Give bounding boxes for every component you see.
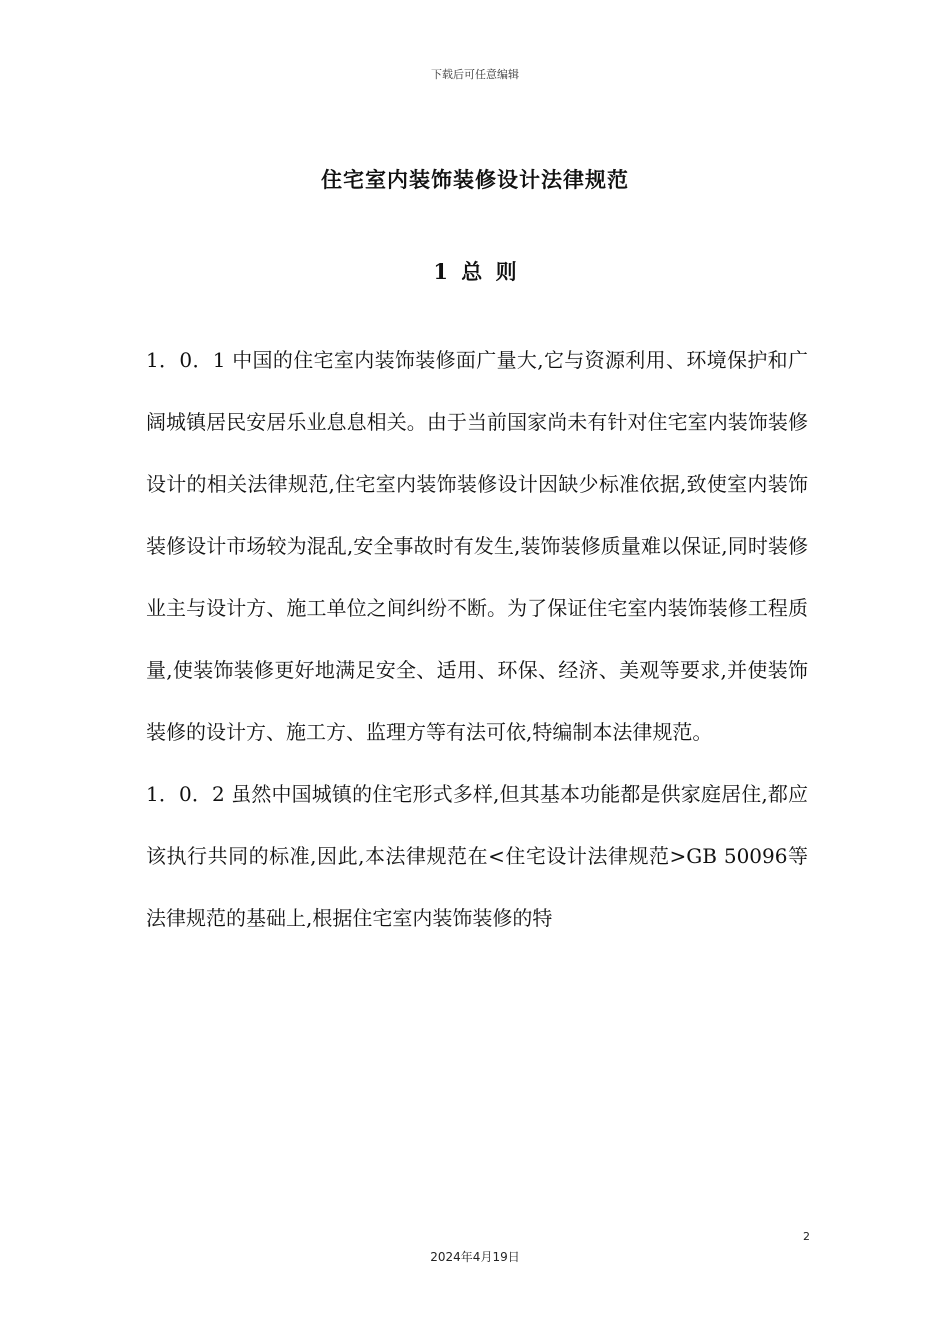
document-title: 住宅室内装饰装修设计法律规范 — [321, 167, 629, 192]
page-number: 2 — [803, 1230, 810, 1243]
paragraph-1-0-2: 1．0．2 虽然中国城镇的住宅形式多样,但其基本功能都是供家庭居住,都应该执行共同的标准,因此,本法律规范在<住宅设计法律规范>GB 50096等法律规范的基础上,根据住宅室内装饰装修的特 — [146, 782, 808, 930]
chapter-heading: 1 总 则 — [433, 259, 517, 284]
body-text — [146, 329, 808, 949]
paragraph-1-0-1: 1．0．1 中国的住宅室内装饰装修面广量大,它与资源利用、环境保护和广阔城镇居民安居乐业息息相关。由于当前国家尚未有针对住宅室内装饰装修设计的相关法律规范,住宅室内装饰装修设计因缺少标准依据,致使室内装饰装修设计市场较为混乱,安全事故时有发生,装饰装修质量难以保证,同时装修业主与设计方、施工单位之间纠纷不断。为了保证住宅室内装饰装修工程质量,使装饰装修更好地满足安全、适用、环保、经济、美观等要求,并使装饰装修的设计方、施工方、监理方等有法可依,特编制本法律规范。 — [146, 348, 808, 744]
footer-date: 2024年4月19日 — [430, 1250, 520, 1264]
header-note: 下载后可任意编辑 — [431, 68, 519, 81]
